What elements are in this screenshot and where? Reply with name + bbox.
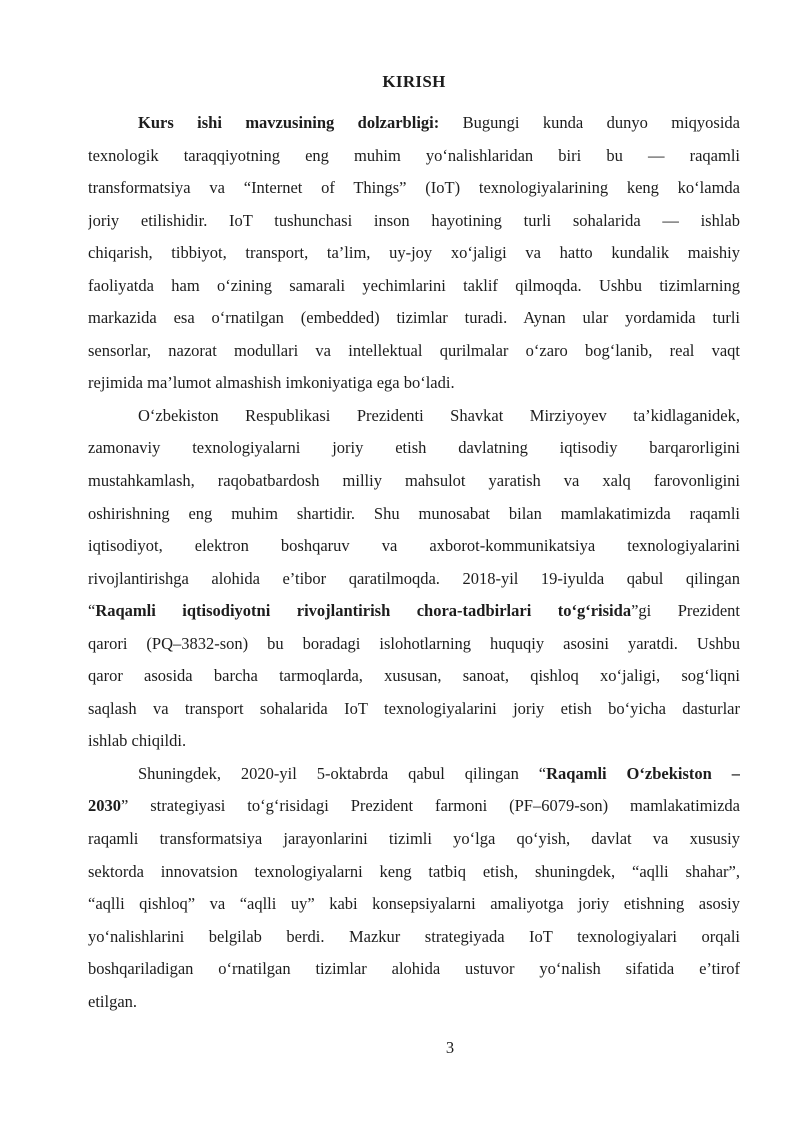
text-line bbox=[88, 856, 740, 889]
text-segment: zamonaviy texnologiyalarni joriy etish davlatning iqtisodiy barqarorligini bbox=[88, 438, 740, 458]
text-segment: “ bbox=[88, 601, 96, 621]
text-line bbox=[88, 563, 740, 596]
document-body bbox=[88, 107, 740, 1018]
bold-text-segment: Raqamli iqtisodiyotni rivojlantirish chora-tadbirlari to‘g‘risida bbox=[95, 601, 632, 621]
text-segment: oshirishning eng muhim shartidir. Shu munosabat bilan mamlakatimizda raqamli bbox=[88, 503, 740, 523]
text-segment: transformatsiya va “Internet of Things” (IoT) texnologiyalarining keng ko‘lamda bbox=[88, 178, 740, 198]
text-segment: etilgan. bbox=[88, 991, 138, 1011]
text-line bbox=[88, 595, 740, 628]
text-line bbox=[88, 335, 740, 368]
text-line bbox=[88, 237, 740, 270]
text-segment: O‘zbekiston Respublikasi Prezidenti Shavkat Mirziyoyev ta’kidlaganidek, bbox=[138, 405, 740, 425]
text-segment: texnologik taraqqiyotning eng muhim yo‘nalishlaridan biri bu — raqamli bbox=[88, 145, 740, 165]
text-line bbox=[88, 302, 740, 335]
bold-text-segment: 2030 bbox=[88, 796, 121, 816]
text-segment: ” strategiyasi to‘g‘risidagi Prezident farmoni (PF–6079-son) mamlakatimizda bbox=[121, 796, 740, 816]
text-segment: boshqariladigan o‘rnatilgan tizimlar alohida ustuvor yo‘nalish sifatida e’tirof bbox=[88, 959, 740, 979]
text-line bbox=[88, 498, 740, 531]
text-segment: ”gi Prezident bbox=[631, 601, 740, 621]
text-line bbox=[88, 660, 740, 693]
text-segment: rivojlantirishga alohida e’tibor qaratilmoqda. 2018-yil 19-iyulda qabul qilingan bbox=[88, 568, 740, 588]
text-segment: rejimida ma’lumot almashish imkoniyatiga ega bo‘ladi. bbox=[88, 373, 455, 393]
text-segment: Shuningdek, 2020-yil 5-oktabrda qabul qilingan “ bbox=[138, 763, 547, 783]
text-segment: ishlab chiqildi. bbox=[88, 731, 187, 751]
bold-text-segment: Raqamli O‘zbekiston – bbox=[546, 763, 740, 783]
text-segment: faoliyatda ham o‘zining samarali yechimlarini taklif qilmoqda. Ushbu tizimlarning bbox=[88, 275, 740, 295]
text-segment: yo‘nalishlarini belgilab berdi. Mazkur strategiyada IoT texnologiyalari orqali bbox=[88, 926, 740, 946]
text-line bbox=[88, 367, 740, 400]
section-title: KIRISH bbox=[382, 72, 446, 91]
text-line bbox=[88, 953, 740, 986]
text-line bbox=[88, 205, 740, 238]
text-line bbox=[88, 986, 740, 1019]
text-segment: markazida esa o‘rnatilgan (embedded) tizimlar turadi. Aynan ular yordamida turli bbox=[88, 308, 740, 328]
text-line bbox=[88, 270, 740, 303]
text-line bbox=[88, 107, 740, 140]
text-line bbox=[88, 758, 740, 791]
bold-text-segment: Kurs ishi mavzusining dolzarbligi: bbox=[138, 113, 440, 132]
text-segment: raqamli transformatsiya jarayonlarini tizimli yo‘lga qo‘yish, davlat va xususiy bbox=[88, 829, 740, 849]
text-column bbox=[88, 70, 740, 1018]
paragraph bbox=[88, 758, 740, 1018]
text-segment: “aqlli qishloq” va “aqlli uy” kabi konsepsiyalarni amaliyotga joriy etishning asosiy bbox=[88, 894, 740, 914]
text-segment: iqtisodiyot, elektron boshqaruv va axborot-kommunikatsiya texnologiyalarini bbox=[88, 536, 740, 556]
paragraph bbox=[88, 400, 740, 758]
paragraph bbox=[88, 107, 740, 400]
text-segment: chiqarish, tibbiyot, transport, ta’lim, uy-joy xo‘jaligi va hatto kundalik maishiy bbox=[88, 243, 740, 263]
text-segment: mustahkamlash, raqobatbardosh milliy mahsulot yaratish va xalq farovonligini bbox=[88, 471, 740, 491]
text-line bbox=[88, 693, 740, 726]
text-line bbox=[88, 725, 740, 758]
text-segment: Bugungi kunda dunyo miqyosida bbox=[439, 113, 740, 132]
text-line bbox=[88, 465, 740, 498]
text-segment: sensorlar, nazorat modullari va intellektual qurilmalar o‘zaro bog‘lanib, real vaqt bbox=[88, 340, 740, 360]
text-line bbox=[88, 400, 740, 433]
text-segment: joriy etilishidir. IoT tushunchasi inson hayotining turli sohalarida — ishlab bbox=[88, 210, 740, 230]
text-segment: qaror asosida barcha tarmoqlarda, xususan, sanoat, qishloq xo‘jaligi, sog‘liqni bbox=[88, 666, 740, 686]
text-line bbox=[88, 628, 740, 661]
text-line bbox=[88, 140, 740, 173]
text-segment: saqlash va transport sohalarida IoT texnologiyalarini joriy etish bo‘yicha dasturlar bbox=[88, 698, 740, 718]
text-segment: qarori (PQ–3832-son) bu boradagi islohotlarning huquqiy asosini yaratdi. Ushbu bbox=[88, 633, 740, 653]
text-line bbox=[88, 432, 740, 465]
text-line bbox=[88, 888, 740, 921]
text-segment: sektorda innovatsion texnologiyalarni keng tatbiq etish, shuningdek, “aqlli shahar”, bbox=[88, 861, 740, 881]
text-line bbox=[88, 530, 740, 563]
text-line bbox=[88, 823, 740, 856]
page-number: 3 bbox=[445, 1038, 455, 1057]
text-line bbox=[88, 790, 740, 823]
text-line bbox=[88, 172, 740, 205]
text-line bbox=[88, 921, 740, 954]
